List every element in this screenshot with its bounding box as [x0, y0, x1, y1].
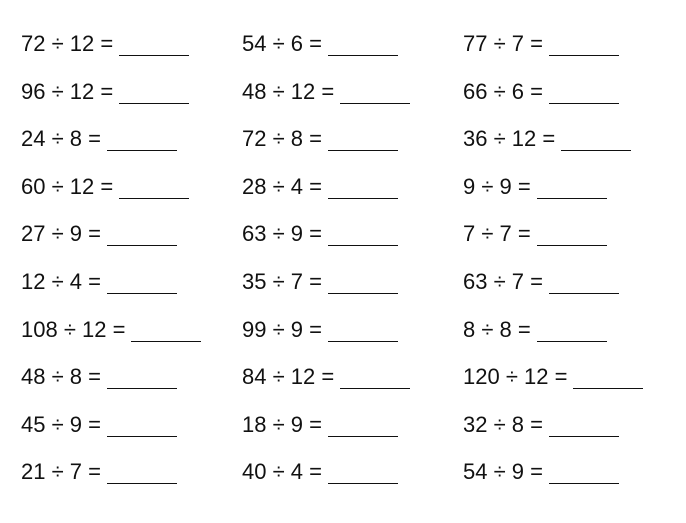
- division-problem: [242, 360, 410, 408]
- division-problem: [463, 122, 643, 170]
- answer-blank[interactable]: [328, 217, 398, 246]
- problem-expression: 7 ÷ 7 =: [463, 221, 531, 247]
- answer-blank[interactable]: [537, 217, 607, 246]
- division-problem: [242, 217, 410, 265]
- division-problem: [21, 170, 201, 218]
- division-problem: [463, 408, 643, 456]
- problem-expression: 40 ÷ 4 =: [242, 459, 322, 485]
- division-problem: [463, 217, 643, 265]
- problem-expression: 24 ÷ 8 =: [21, 126, 101, 152]
- problem-column-3: [463, 27, 643, 503]
- problem-expression: 77 ÷ 7 =: [463, 31, 543, 56]
- problem-expression: 54 ÷ 9 =: [463, 459, 543, 485]
- problem-column-2: [242, 27, 410, 503]
- division-problem: [463, 455, 643, 503]
- division-problem: [21, 75, 201, 123]
- problem-expression: 21 ÷ 7 =: [21, 459, 101, 485]
- answer-blank[interactable]: [119, 170, 189, 199]
- problem-expression: 27 ÷ 9 =: [21, 221, 101, 247]
- answer-blank[interactable]: [537, 313, 607, 342]
- division-problem: [463, 360, 643, 408]
- answer-blank[interactable]: [107, 265, 177, 294]
- problem-expression: 72 ÷ 12 =: [21, 31, 114, 56]
- problem-expression: 108 ÷ 12 =: [21, 316, 126, 342]
- answer-blank[interactable]: [573, 360, 643, 389]
- problem-expression: 99 ÷ 9 =: [242, 316, 322, 342]
- problem-expression: 63 ÷ 7 =: [463, 268, 543, 294]
- problem-expression: 18 ÷ 9 =: [242, 411, 322, 437]
- problem-column-1: [21, 27, 201, 503]
- problem-expression: 9 ÷ 9 =: [463, 173, 531, 199]
- answer-blank[interactable]: [107, 360, 177, 389]
- division-problem: [21, 455, 201, 503]
- problem-expression: 96 ÷ 12 =: [21, 78, 114, 104]
- problem-expression: 72 ÷ 8 =: [242, 126, 322, 152]
- problem-expression: 48 ÷ 8 =: [21, 364, 101, 390]
- problem-expression: 63 ÷ 9 =: [242, 221, 322, 247]
- division-problem: [242, 122, 410, 170]
- problem-expression: 84 ÷ 12 =: [242, 364, 335, 390]
- problem-expression: 66 ÷ 6 =: [463, 78, 543, 104]
- problem-expression: 120 ÷ 12 =: [463, 364, 568, 390]
- division-problem: [21, 122, 201, 170]
- division-problem: [242, 170, 410, 218]
- division-problem: [242, 455, 410, 503]
- division-problem: [242, 27, 410, 75]
- problem-expression: 48 ÷ 12 =: [242, 78, 335, 104]
- answer-blank[interactable]: [107, 455, 177, 484]
- division-problem: [463, 313, 643, 361]
- answer-blank[interactable]: [549, 455, 619, 484]
- answer-blank[interactable]: [131, 313, 201, 342]
- answer-blank[interactable]: [107, 122, 177, 151]
- answer-blank[interactable]: [549, 408, 619, 437]
- answer-blank[interactable]: [549, 265, 619, 294]
- answer-blank[interactable]: [119, 27, 189, 56]
- problem-expression: 12 ÷ 4 =: [21, 268, 101, 294]
- answer-blank[interactable]: [328, 408, 398, 437]
- answer-blank[interactable]: [537, 170, 607, 199]
- answer-blank[interactable]: [328, 313, 398, 342]
- division-problem: [242, 313, 410, 361]
- division-problem: [21, 265, 201, 313]
- division-problem: [242, 265, 410, 313]
- division-problem: [463, 27, 643, 75]
- division-problem: [21, 313, 201, 361]
- answer-blank[interactable]: [340, 360, 410, 389]
- problem-expression: 32 ÷ 8 =: [463, 411, 543, 437]
- answer-blank[interactable]: [328, 122, 398, 151]
- division-problem: [21, 27, 201, 75]
- problem-expression: 28 ÷ 4 =: [242, 173, 322, 199]
- problem-expression: 45 ÷ 9 =: [21, 411, 101, 437]
- answer-blank[interactable]: [328, 265, 398, 294]
- answer-blank[interactable]: [340, 75, 410, 104]
- division-problem: [21, 360, 201, 408]
- division-problem: [242, 75, 410, 123]
- division-problem: [21, 217, 201, 265]
- answer-blank[interactable]: [561, 122, 631, 151]
- answer-blank[interactable]: [119, 75, 189, 104]
- division-problem: [463, 75, 643, 123]
- division-problem: [242, 408, 410, 456]
- answer-blank[interactable]: [328, 455, 398, 484]
- answer-blank[interactable]: [328, 27, 398, 56]
- answer-blank[interactable]: [549, 27, 619, 56]
- problem-expression: 54 ÷ 6 =: [242, 31, 322, 56]
- answer-blank[interactable]: [107, 408, 177, 437]
- answer-blank[interactable]: [328, 170, 398, 199]
- answer-blank[interactable]: [107, 217, 177, 246]
- division-problem: [463, 170, 643, 218]
- problem-expression: 60 ÷ 12 =: [21, 173, 114, 199]
- problem-expression: 36 ÷ 12 =: [463, 126, 556, 152]
- problem-expression: 8 ÷ 8 =: [463, 316, 531, 342]
- problem-expression: 35 ÷ 7 =: [242, 268, 322, 294]
- division-problem: [21, 408, 201, 456]
- answer-blank[interactable]: [549, 75, 619, 104]
- division-problem: [463, 265, 643, 313]
